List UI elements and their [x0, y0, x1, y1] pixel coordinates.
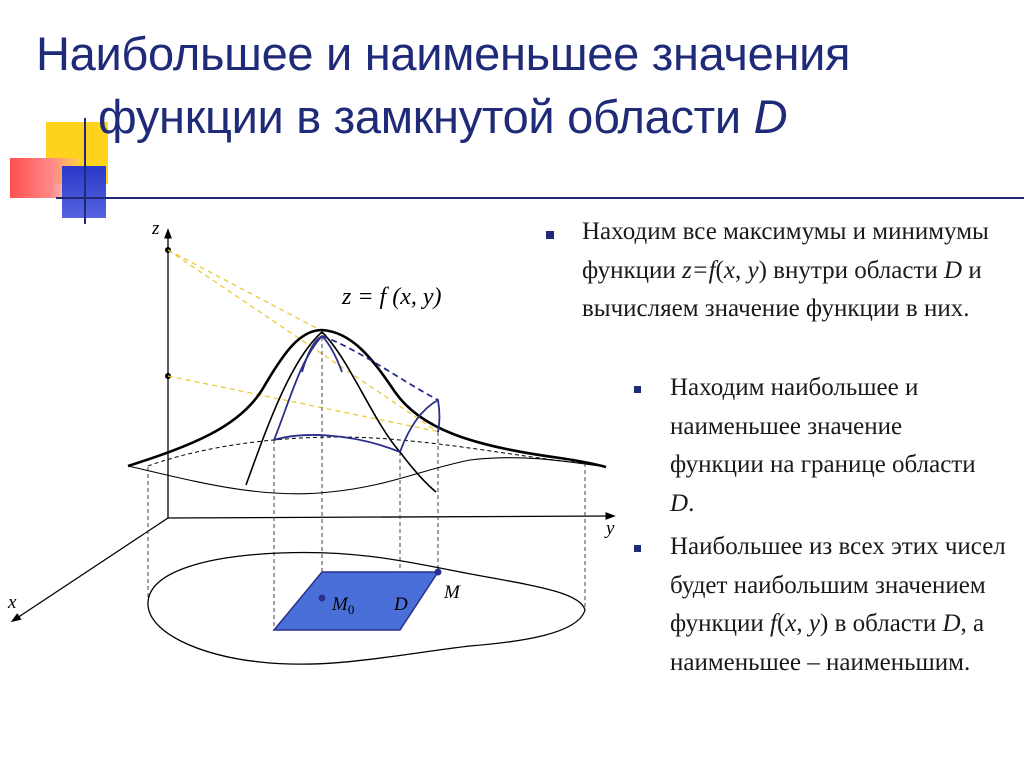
bullet-2-text-a: Находим наибольшее и наименьшее значение функции на границе области — [670, 374, 976, 478]
surface-front-edge — [128, 458, 606, 494]
guide-to-peak — [168, 250, 320, 330]
boundary-left-rise — [274, 336, 322, 440]
bullet-2 — [670, 369, 1000, 523]
surface-formula: z = f (x, y) — [342, 284, 442, 310]
bullet-1 — [582, 213, 1012, 329]
title-line-1: Наибольшее и наименьшее значения — [36, 27, 851, 80]
x-axis-line — [14, 518, 168, 620]
bullet-3-text-c: , а наименьшее – наименьшим. — [670, 610, 985, 676]
x-axis-label: x — [8, 592, 17, 613]
surface — [128, 330, 606, 494]
title-divider — [56, 197, 1024, 199]
y-axis-label: y — [606, 518, 615, 539]
slide-title — [36, 22, 1021, 148]
bullet-3-var-x: x — [785, 610, 797, 637]
region-d-label: D — [394, 594, 408, 615]
boundary-back-dashed — [322, 336, 438, 400]
cross-section-right — [322, 332, 436, 492]
bullet-marker-2 — [634, 386, 641, 393]
bullet-1-paren: ( — [715, 256, 724, 284]
axes — [14, 232, 612, 620]
surface-outline — [128, 330, 606, 467]
bullet-1-text-c: и вычисляем значение функции в них. — [582, 256, 982, 322]
bullet-3 — [670, 528, 1020, 682]
bullet-1-text-a: Находим все максимумы и минимумы функции — [582, 218, 989, 284]
bullet-1-comma: , — [734, 256, 748, 284]
bullet-2-var-d: D — [670, 489, 689, 517]
projection-guides — [168, 250, 440, 432]
title-line-2-text: функции в замкнутой области — [98, 90, 754, 143]
point-m-dot — [435, 569, 442, 576]
bullet-3-comma: , — [796, 610, 809, 637]
bullet-1-var-zf: z=f — [682, 256, 716, 284]
bullet-1-var-d: D — [944, 256, 963, 284]
bullet-1-var-x: x — [723, 256, 735, 284]
boundary-front — [274, 435, 400, 452]
bullet-3-text-a: Наибольшее из всех этих чисел будет наибольшим значением функции — [670, 533, 1006, 637]
bullet-3-text-b: ) в области — [820, 610, 943, 637]
bullet-marker-3 — [634, 545, 641, 552]
guide-lower — [168, 376, 440, 432]
bullet-marker-1 — [546, 231, 554, 239]
region-d — [274, 572, 438, 630]
bullet-3-var-y: y — [808, 610, 820, 637]
title-line-2 — [36, 85, 1021, 148]
y-axis-line — [168, 516, 612, 518]
bullet-3-paren: ( — [776, 610, 786, 637]
point-m0-dot — [319, 595, 326, 602]
bullet-1-var-y: y — [747, 256, 759, 284]
surface-figure — [0, 205, 625, 675]
bullet-1-text-b: ) внутри области — [758, 256, 945, 284]
point-m0-label: $M_0$ — [332, 594, 355, 617]
point-m-label: M — [444, 582, 460, 603]
bullet-2-period: . — [688, 489, 695, 517]
boundary-curves — [274, 336, 440, 452]
title-variable-d: D — [753, 90, 788, 143]
bullet-3-var-d: D — [942, 610, 961, 637]
guide-upper — [168, 250, 438, 432]
bullet-3-var-f: f — [770, 610, 777, 637]
z-axis-label: z — [152, 218, 160, 239]
